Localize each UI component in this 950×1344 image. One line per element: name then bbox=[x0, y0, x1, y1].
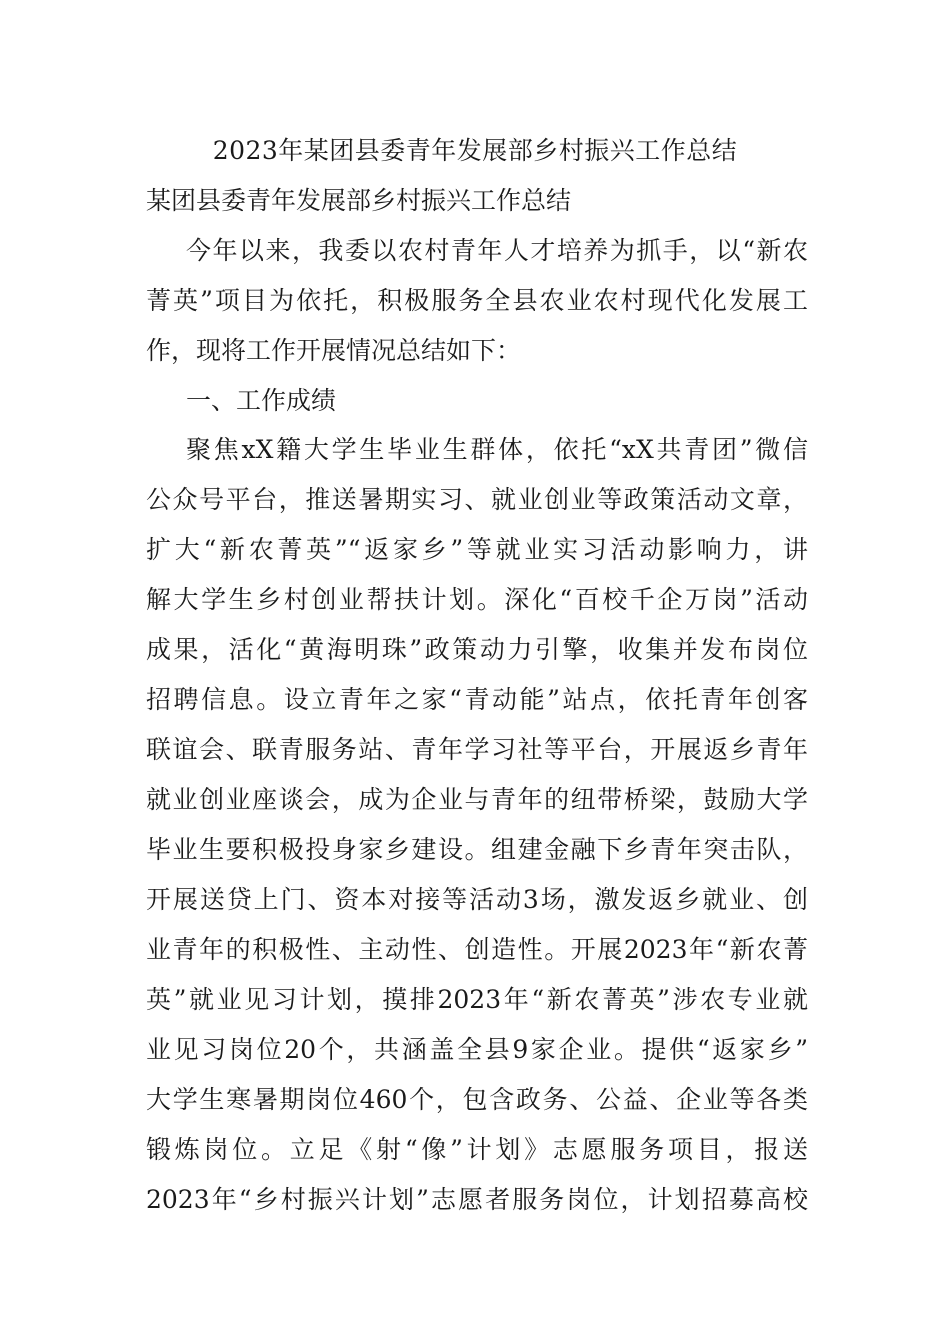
document-subtitle: 某团县委青年发展部乡村振兴工作总结 bbox=[146, 186, 572, 215]
body-line: 锻炼岗位。立足《射“像”计划》志愿服务项目，报送 bbox=[146, 1135, 808, 1164]
body-line: 英”就业见习计划，摸排2023年“新农菁英”涉农专业就 bbox=[146, 985, 808, 1014]
body-line: 业见习岗位20个，共涵盖全县9家企业。提供“返家乡” bbox=[146, 1035, 808, 1064]
body-line: 招聘信息。设立青年之家“青动能”站点，依托青年创客 bbox=[146, 685, 808, 714]
document-title: 2023年某团县委青年发展部乡村振兴工作总结 bbox=[212, 136, 738, 165]
body-line: 解大学生乡村创业帮扶计划。深化“百校千企万岗”活动 bbox=[146, 585, 808, 614]
body-line: 公众号平台，推送暑期实习、就业创业等政策活动文章， bbox=[146, 485, 808, 514]
intro-line: 今年以来，我委以农村青年人才培养为抓手，以“新农 bbox=[186, 236, 808, 265]
body-line: 业青年的积极性、主动性、创造性。开展2023年“新农菁 bbox=[146, 935, 808, 964]
body-line: 开展送贷上门、资本对接等活动3场，激发返乡就业、创 bbox=[146, 885, 808, 914]
body-line: 联谊会、联青服务站、青年学习社等平台，开展返乡青年 bbox=[146, 735, 808, 764]
body-line: 大学生寒暑期岗位460个，包含政务、公益、企业等各类 bbox=[146, 1085, 808, 1114]
body-line: 聚焦xX籍大学生毕业生群体，依托“xX共青团”微信 bbox=[186, 435, 808, 464]
body-line: 成果，活化“黄海明珠”政策动力引擎，收集并发布岗位 bbox=[146, 635, 808, 664]
section-heading: 一、工作成绩 bbox=[186, 386, 337, 415]
body-line: 就业创业座谈会，成为企业与青年的纽带桥梁，鼓励大学 bbox=[146, 785, 808, 814]
intro-line: 菁英”项目为依托，积极服务全县农业农村现代化发展工 bbox=[146, 286, 808, 315]
intro-line: 作，现将工作开展情况总结如下： bbox=[146, 336, 522, 365]
body-line: 扩大“新农菁英”“返家乡”等就业实习活动影响力，讲 bbox=[146, 535, 808, 564]
body-line: 毕业生要积极投身家乡建设。组建金融下乡青年突击队， bbox=[146, 835, 808, 864]
body-line: 2023年“乡村振兴计划”志愿者服务岗位，计划招募高校 bbox=[146, 1185, 808, 1214]
